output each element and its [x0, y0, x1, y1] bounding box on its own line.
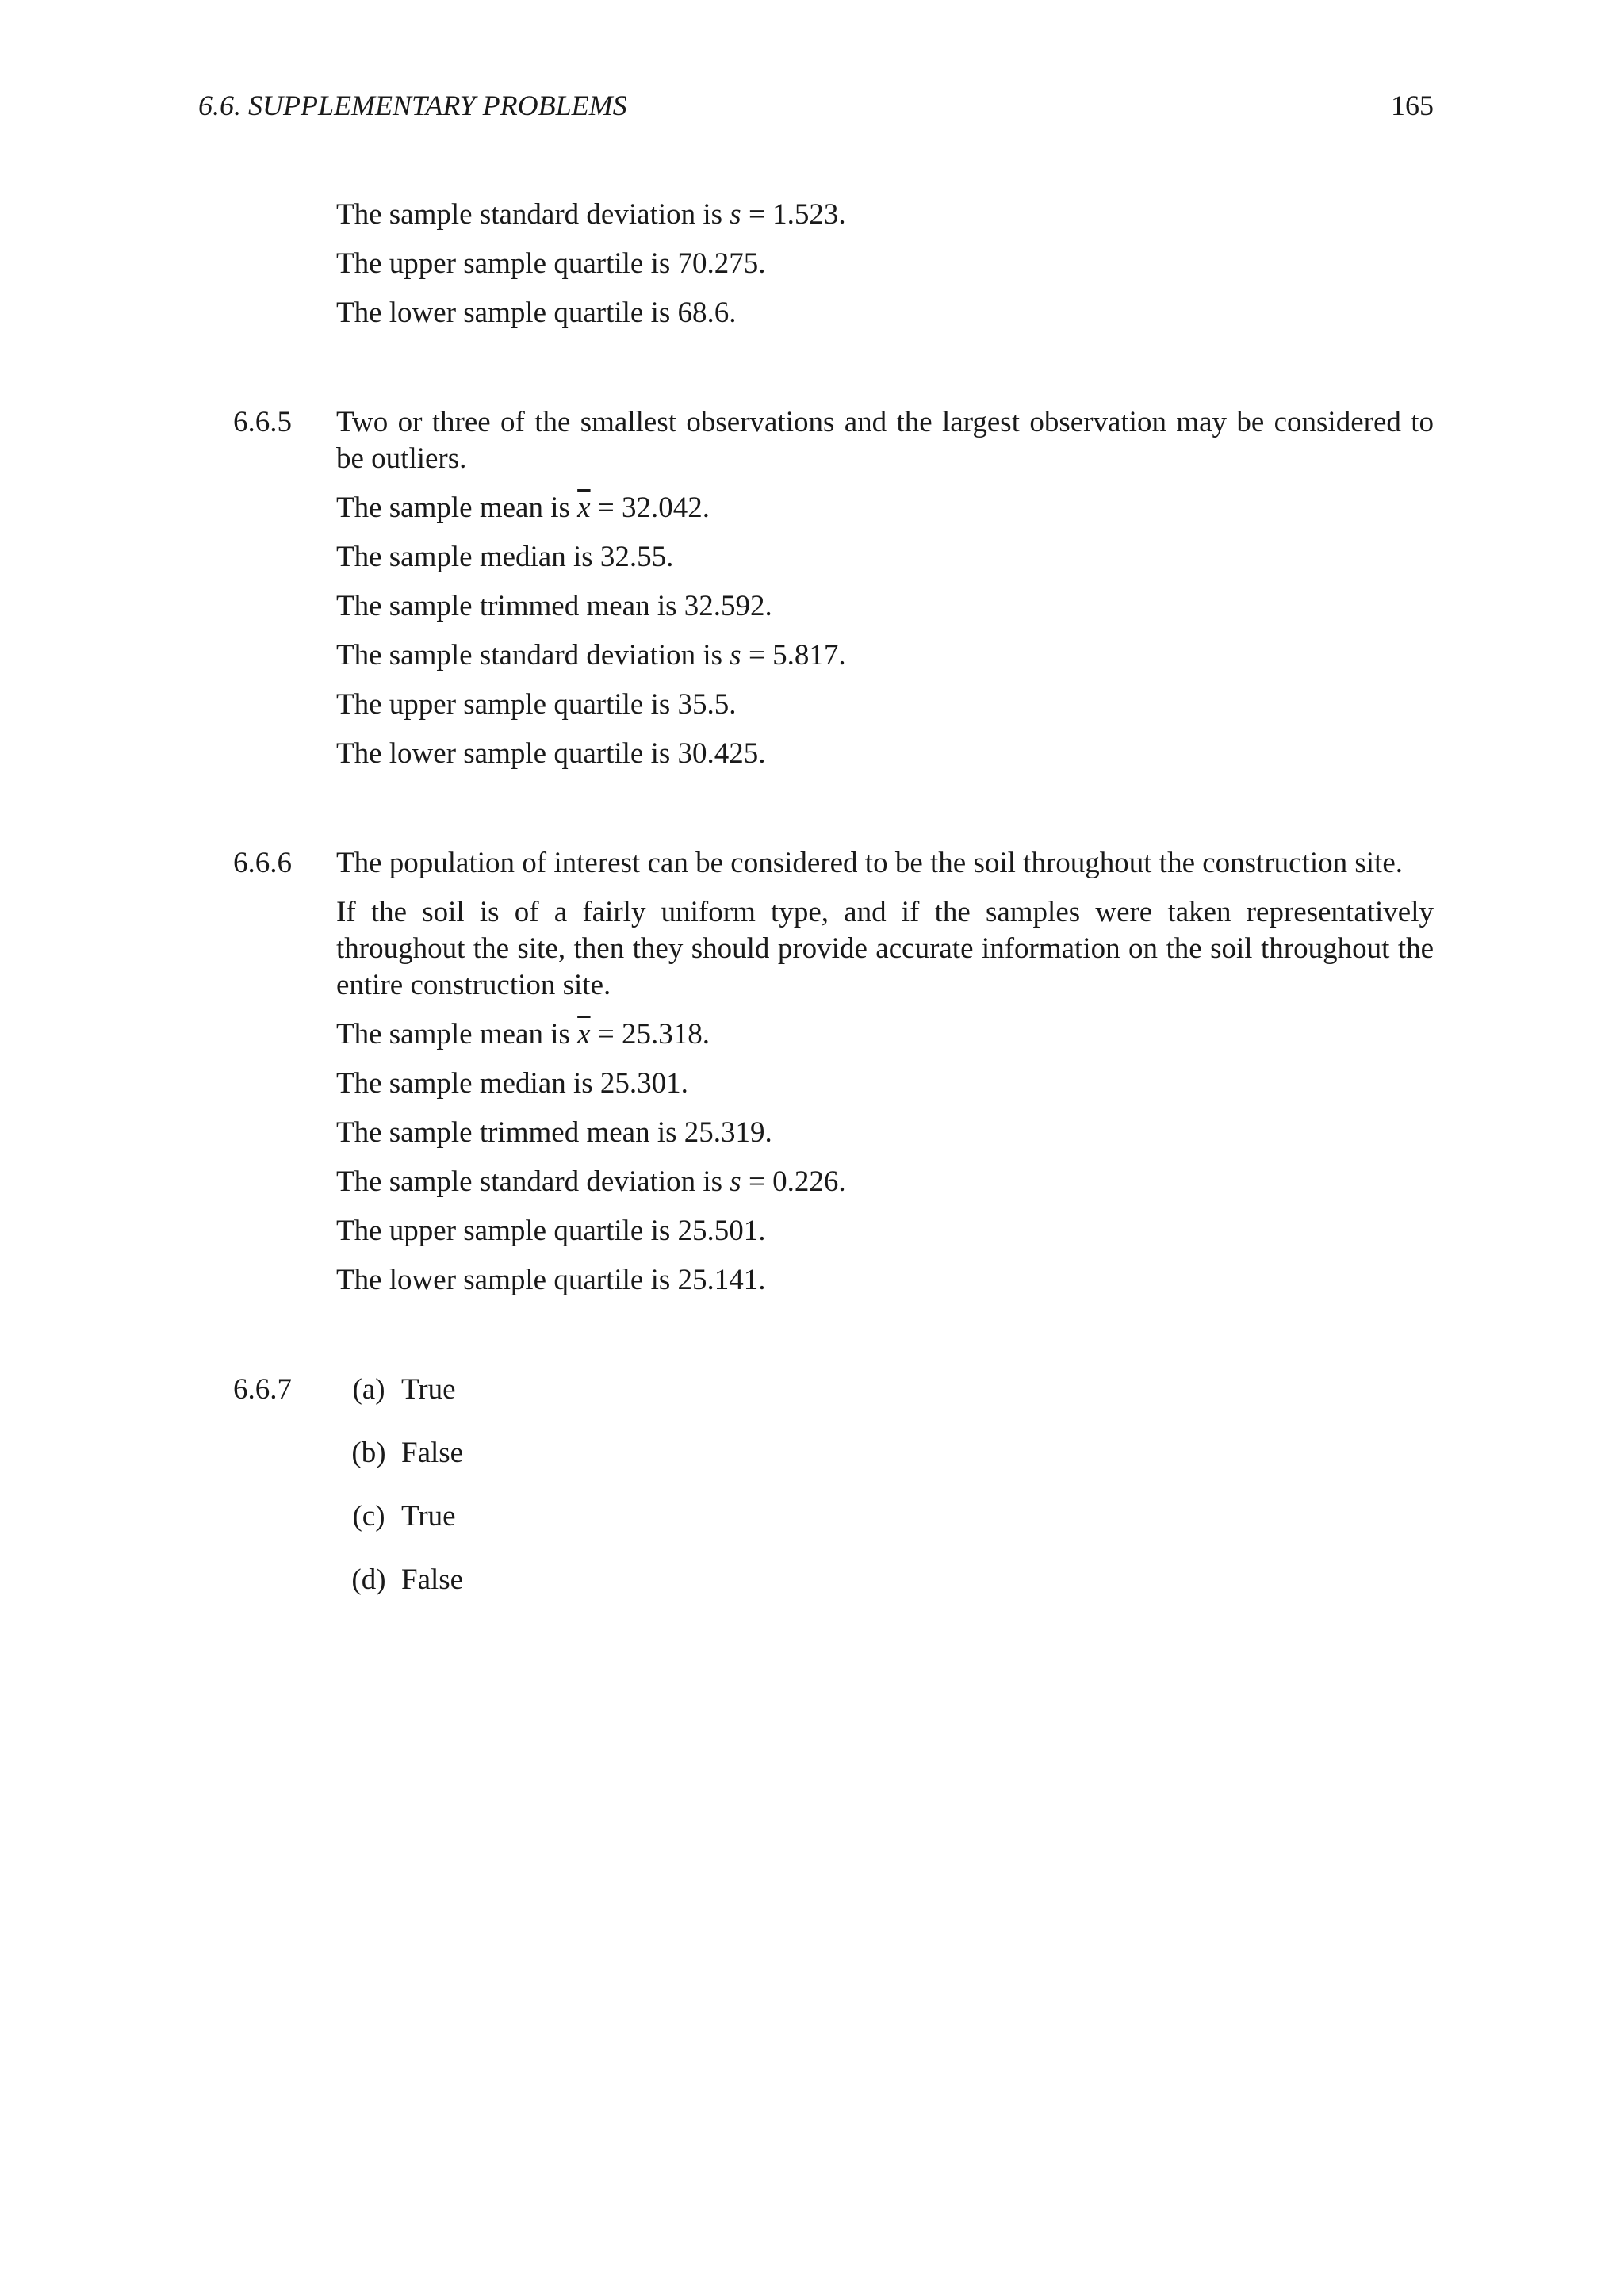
- problem-number: 6.6.7: [233, 1373, 292, 1406]
- sd-line: The sample standard deviation is s = 5.817.: [336, 639, 846, 672]
- trimmed-mean-line: The sample trimmed mean is 25.319.: [336, 1116, 772, 1149]
- problem-paragraph: If the soil is of a fairly uniform type, and if the samples were taken representatively throughout the site, then they should provide accurate information on the soil throughout the entire construction site.: [336, 896, 1434, 1001]
- options-list: [336, 1372, 1434, 1625]
- symbol-s: s: [730, 639, 741, 672]
- option-text: True: [401, 1373, 456, 1406]
- symbol-x-bar: $\overline{x}$: [577, 492, 591, 524]
- symbol-s: s: [730, 198, 741, 231]
- problem-intro: Two or three of the smallest observations and the largest observation may be considered to be outliers.: [336, 406, 1434, 475]
- spacer: [233, 785, 1434, 845]
- option-d: [336, 1562, 1434, 1598]
- problem-6-6-6: [233, 845, 1434, 1311]
- symbol-x-bar: $\overline{x}$: [577, 1018, 591, 1050]
- mean-line: The sample mean is $\overline{x} = 25.318$.: [336, 1018, 710, 1050]
- median-line: The sample median is 25.301.: [336, 1067, 688, 1100]
- continued-solution: [233, 197, 1434, 344]
- upper-quartile-line: The upper sample quartile is 35.5.: [336, 688, 737, 721]
- option-a: [336, 1372, 1434, 1408]
- option-b: [336, 1435, 1434, 1471]
- page-number: 165: [1391, 90, 1434, 121]
- lower-quartile-line: The lower sample quartile is 68.6.: [336, 297, 737, 329]
- trimmed-mean-line: The sample trimmed mean is 32.592.: [336, 590, 772, 622]
- option-letter: (a): [352, 1373, 385, 1406]
- problem-body: [336, 845, 1434, 1311]
- option-text: True: [401, 1500, 456, 1533]
- symbol-s: s: [730, 1165, 741, 1198]
- problem-number: 6.6.5: [233, 406, 292, 438]
- problem-number-blank: [233, 197, 336, 344]
- upper-quartile-line: The upper sample quartile is 70.275.: [336, 247, 766, 280]
- problem-intro: The population of interest can be considered to be the soil throughout the construction site.: [336, 847, 1404, 879]
- sd-line: The sample standard deviation is s = 1.523.: [336, 198, 846, 231]
- upper-quartile-line: The upper sample quartile is 25.501.: [336, 1215, 766, 1247]
- problem-body: [336, 404, 1434, 785]
- lower-quartile-line: The lower sample quartile is 25.141.: [336, 1264, 766, 1296]
- option-text: False: [401, 1563, 464, 1596]
- problem-6-6-5: [233, 404, 1434, 785]
- running-header: [198, 89, 1434, 128]
- option-letter: (b): [351, 1437, 386, 1469]
- lower-quartile-line: The lower sample quartile is 30.425.: [336, 737, 766, 770]
- option-text: False: [401, 1437, 464, 1469]
- spacer: [233, 1311, 1434, 1372]
- problem-number: 6.6.6: [233, 847, 292, 879]
- section-title: 6.6. SUPPLEMENTARY PROBLEMS: [198, 90, 627, 121]
- page-content: [233, 197, 1434, 1625]
- continued-body: [336, 197, 1434, 344]
- option-letter: (c): [352, 1500, 385, 1533]
- median-line: The sample median is 32.55.: [336, 541, 674, 573]
- option-letter: (d): [351, 1563, 386, 1596]
- spacer: [233, 344, 1434, 404]
- mean-line: The sample mean is $\overline{x} = 32.042$.: [336, 492, 710, 524]
- problem-6-6-7: [233, 1372, 1434, 1625]
- option-c: [336, 1498, 1434, 1535]
- sd-line: The sample standard deviation is s = 0.226.: [336, 1165, 846, 1198]
